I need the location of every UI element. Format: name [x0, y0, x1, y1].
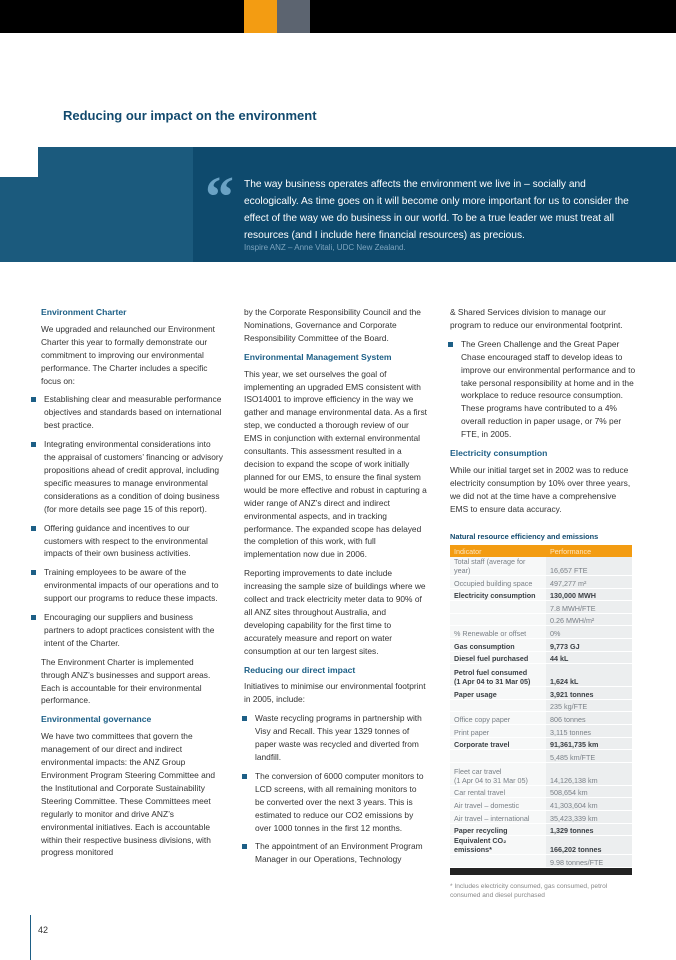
- table-row: [450, 576, 632, 589]
- page-number-rule: [30, 915, 31, 960]
- list-item: Offering guidance and incentives to our customers with respect to the environmental impacts of their own business activities.: [33, 522, 223, 561]
- page-number: 42: [38, 925, 49, 935]
- indicator-cell: Air travel – international: [450, 810, 546, 823]
- list-item: The conversion of 6000 computer monitors to LCD screens, with all remaining monitors to be converted over the next 3 years. This is estimated to reduce our CO2 emissions by over 1000 tonnes in the first 12 months.: [244, 770, 428, 835]
- column-3: [450, 306, 636, 522]
- heading-environment-charter: Environment Charter: [41, 307, 127, 317]
- list-item: Encouraging our suppliers and business partners to adopt practices consistent with the intent of the Charter.: [33, 611, 223, 650]
- performance-cell: 1,329 tonnes: [546, 823, 632, 836]
- performance-cell: 166,202 tonnes: [546, 836, 632, 855]
- table-row: [450, 664, 632, 687]
- table-row: [450, 750, 632, 763]
- performance-cell: 41,303,604 km: [546, 798, 632, 811]
- paragraph-charter: We upgraded and relaunched our Environment Charter this year to formally demonstrate our commitment to improving our environmental performance. The Charter includes a specific focus on:: [41, 323, 215, 386]
- header-bar: [0, 0, 676, 33]
- heading-direct-impact: Reducing our direct impact: [244, 664, 356, 675]
- paragraph-electricity: While our initial target set in 2002 was to reduce electricity consumption by 10% over three years, we did not at the time have a comprehensive EMS to ensure data accuracy.: [450, 464, 631, 514]
- performance-cell: 3,115 tonnes: [546, 724, 632, 737]
- list-item: The appointment of an Environment Program Manager in our Operations, Technology: [244, 840, 428, 866]
- heading-ems: Environmental Management System: [244, 351, 392, 362]
- table-row: [450, 836, 632, 855]
- table-row: [450, 712, 632, 725]
- orange-block: [244, 0, 277, 33]
- indicator-cell: Gas consumption: [450, 638, 546, 651]
- heading-electricity: Electricity consumption: [450, 448, 548, 459]
- quote-mark-icon: “: [205, 164, 234, 229]
- indicator-cell: Electricity consumption: [450, 588, 546, 601]
- list-item: The Green Challenge and the Great Paper Chase encouraged staff to develop ideas to improve our environmental performance and to take personal responsibility at home and in the workplace to reduce resource consumption. These programs have contributed to a 4% overall reduction in paper usage, or 7% per FTE, in 2005.: [450, 338, 636, 441]
- indicator-cell: [450, 601, 546, 614]
- table-row: [450, 785, 632, 798]
- performance-cell: 806 tonnes: [546, 712, 632, 725]
- performance-cell: 3,921 tonnes: [546, 687, 632, 700]
- table-row: [450, 855, 632, 868]
- resource-efficiency-table: [450, 545, 632, 876]
- indicator-cell: Paper recycling: [450, 823, 546, 836]
- indicator-cell: Occupied building space: [450, 576, 546, 589]
- column-header-performance: Performance: [546, 545, 632, 557]
- indicator-cell: [450, 855, 546, 868]
- indicator-cell: Corporate travel: [450, 737, 546, 750]
- table-title: Natural resource efficiency and emissions: [450, 532, 599, 541]
- performance-cell: 35,423,339 km: [546, 810, 632, 823]
- performance-cell: 130,000 MWH: [546, 588, 632, 601]
- paragraph-direct-impact: Initiatives to minimise our environmental footprint in 2005, include:: [244, 681, 426, 705]
- indicator-cell: Petrol fuel consumed (1 Apr 04 to 31 Mar 05): [450, 664, 546, 687]
- heading-environmental-governance: Environmental governance: [41, 714, 152, 725]
- table-end-cell: [450, 867, 632, 875]
- indicator-cell: Print paper: [450, 724, 546, 737]
- charter-bullet-list: [33, 393, 223, 649]
- indicator-cell: Diesel fuel purchased: [450, 651, 546, 664]
- table-row: [450, 823, 632, 836]
- list-item: Establishing clear and measurable performance objectives and standards based on international best practice.: [33, 393, 223, 432]
- green-challenge-list: [450, 338, 636, 441]
- page-title: Reducing our impact on the environment: [63, 108, 317, 123]
- indicator-cell: Air travel – domestic: [450, 798, 546, 811]
- table-footnote: * Includes electricity consumed, gas consumed, petrol consumed and diesel purchased: [450, 883, 608, 899]
- paragraph-continued: & Shared Services division to manage our program to reduce our environmental footprint.: [450, 307, 623, 330]
- indicator-cell: Office copy paper: [450, 712, 546, 725]
- table-row: [450, 613, 632, 626]
- quote-band-notch: [0, 147, 38, 177]
- performance-cell: 14,126,138 km: [546, 762, 632, 785]
- list-item: Training employees to be aware of the environmental impacts of our operations and to support our programs to reduce these impacts.: [33, 566, 223, 605]
- indicator-cell: Paper usage: [450, 687, 546, 700]
- table-header-row: [450, 545, 632, 557]
- paragraph-implemented: The Environment Charter is implemented through ANZ’s businesses and support areas. Each is accountable for their environmental performance.: [41, 656, 211, 706]
- performance-cell: 508,654 km: [546, 785, 632, 798]
- indicator-cell: % Renewable or offset: [450, 626, 546, 639]
- table-row: [450, 798, 632, 811]
- table-row: [450, 762, 632, 785]
- performance-cell: 7.8 MWH/FTE: [546, 601, 632, 614]
- performance-cell: 1,624 kL: [546, 664, 632, 687]
- table-row: [450, 699, 632, 712]
- paragraph-reporting: Reporting improvements to date include increasing the sample size of buildings where we collect and track electricity meter data to 90% of all ANZ sites throughout Australia, and developing capability for the first time to accurately measure and report on water consumption at our ten largest sites.: [244, 568, 426, 656]
- performance-cell: 0.26 MWH/m²: [546, 613, 632, 626]
- table-row: [450, 724, 632, 737]
- table-row: [450, 651, 632, 664]
- column-2: [244, 306, 428, 872]
- indicator-cell: Total staff (average for year): [450, 557, 546, 576]
- table-body: [450, 557, 632, 875]
- paragraph-governance: We have two committees that govern the management of our direct and indirect environmental impacts: the ANZ Group Environment Program Steering Committee and the Institutional and Corporate Sustainability Steering Committee. These Committees meet regularly to monitor and drive ANZ’s environmental initiatives. Each is accountable within their respective business divisions, with progress monitored: [41, 731, 216, 858]
- initiatives-bullet-list: [244, 712, 428, 866]
- list-item: Waste recycling programs in partnership with Visy and Recall. This year 1329 tonnes of paper waste was recycled and diverted from landfill.: [244, 712, 428, 764]
- performance-cell: 497,277 m²: [546, 576, 632, 589]
- table-row: [450, 557, 632, 576]
- table-row: [450, 601, 632, 614]
- table-row: [450, 626, 632, 639]
- indicator-cell: [450, 613, 546, 626]
- indicator-cell: [450, 750, 546, 763]
- performance-cell: 44 kL: [546, 651, 632, 664]
- quote-attribution: Inspire ANZ – Anne Vitali, UDC New Zealand.: [244, 243, 406, 252]
- performance-cell: 9.98 tonnes/FTE: [546, 855, 632, 868]
- table-row: [450, 588, 632, 601]
- column-1: [33, 306, 223, 865]
- table-row: [450, 737, 632, 750]
- column-header-indicator: Indicator: [450, 545, 546, 557]
- grey-block: [277, 0, 310, 33]
- performance-cell: 9,773 GJ: [546, 638, 632, 651]
- indicator-cell: Car rental travel: [450, 785, 546, 798]
- performance-cell: 91,361,735 km: [546, 737, 632, 750]
- indicator-cell: [450, 699, 546, 712]
- pull-quote: The way business operates affects the environment we live in – socially and ecologically. As time goes on it will become only more important for us to consider the effect of the way we do business in our world. To be a true leader we must treat all resources (and I include here financial resources) as precious.: [244, 179, 629, 241]
- performance-cell: 235 kg/FTE: [546, 699, 632, 712]
- paragraph-continued: by the Corporate Responsibility Council and the Nominations, Governance and Corporate Responsibility Committee of the Board.: [244, 307, 421, 343]
- indicator-cell: Equivalent CO₂ emissions*: [450, 836, 546, 855]
- paragraph-ems: This year, we set ourselves the goal of implementing an upgraded EMS consistent with ISO14001 to improve efficiency in the way we gather and manage environmental data. As a first step, we conducted a thorough review of our EMS in conjunction with external environmental consultants. This assessment resulted in a decision to expand the scope of work initially planned for our EMS, to ensure the final system would be more effective and robust in capturing a wider range of ANZ’s direct and indirect environmental aspects, and in tracking performance. The expanded scope has delayed the completion of this work, with full implementation now due in 2006.: [244, 368, 427, 560]
- table-row: [450, 810, 632, 823]
- indicator-cell: Fleet car travel (1 Apr 04 to 31 Mar 05): [450, 762, 546, 785]
- list-item: Integrating environmental considerations into the appraisal of customers’ financing or advisory propositions ahead of credit approval, including specific measures to manage environmental considerations as a condition of doing business (for more details see page 15 of this report).: [33, 438, 223, 515]
- performance-cell: 5,485 km/FTE: [546, 750, 632, 763]
- performance-cell: 16,657 FTE: [546, 557, 632, 576]
- table-row: [450, 687, 632, 700]
- performance-cell: 0%: [546, 626, 632, 639]
- table-end-rule: [450, 867, 632, 875]
- table-row: [450, 638, 632, 651]
